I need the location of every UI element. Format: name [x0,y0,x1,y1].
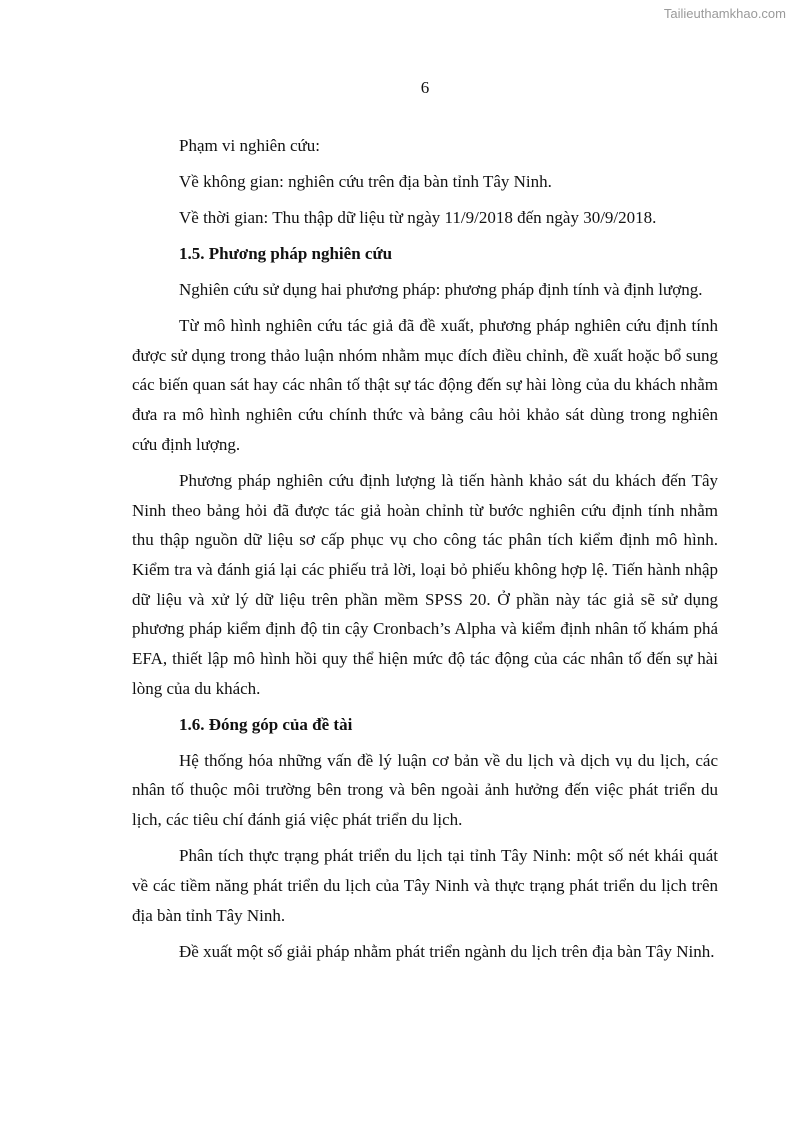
methods-intro-paragraph: Nghiên cứu sử dụng hai phương pháp: phương pháp định tính và định lượng. [179,280,703,299]
scope-heading-text: Phạm vi nghiên cứu: [179,136,320,155]
contribution-paragraph-1: Hệ thống hóa những vấn đề lý luận cơ bản về du lịch và dịch vụ du lịch, các nhân tố thuộc môi trường bên trong và bên ngoài ảnh hưởng đến việc phát triển du lịch, các tiêu chí đánh giá việc phát triển du lịch. [132,750,718,830]
contribution-paragraph-3: Đề xuất một số giải pháp nhằm phát triển ngành du lịch trên địa bàn Tây Ninh. [179,941,715,961]
scope-space-paragraph: Về không gian: nghiên cứu trên địa bàn tỉnh Tây Ninh. [179,172,552,191]
scope-time-paragraph: Về thời gian: Thu thập dữ liệu từ ngày 11/9/2018 đến ngày 30/9/2018. [179,208,657,227]
watermark: Tailieuthamkhao.com [663,6,786,21]
section-heading-contributions: 1.6. Đóng góp của đề tài [179,714,353,734]
contribution-paragraph-2: Phân tích thực trạng phát triển du lịch tại tỉnh Tây Ninh: một số nét khái quát về các tiềm năng phát triển du lịch của Tây Ninh và thực trạng phát triển du lịch trên địa bàn tỉnh Tây Ninh. [132,846,718,925]
document-body [132,131,718,973]
page-number: 6 [420,78,430,97]
quantitative-method-paragraph: Phương pháp nghiên cứu định lượng là tiến hành khảo sát du khách đến Tây Ninh theo bảng hỏi đã được tác giả hoàn chỉnh từ bước nghiên cứu định tính nhằm thu thập nguồn dữ liệu sơ cấp phục vụ cho công tác phân tích kiểm định mô hình. Kiểm tra và đánh giá lại các phiếu trả lời, loại bỏ phiếu không hợp lệ. Tiến hành nhập dữ liệu và xử lý dữ liệu trên phần mềm SPSS 20. Ở phần này tác giả sẽ sử dụng phương pháp kiểm định độ tin cậy Cronbach’s Alpha và kiểm định nhân tố khám phá EFA, thiết lập mô hình hồi quy thể hiện mức độ tác động của các nhân tố đến sự hài lòng của du khách. [132,470,718,698]
qualitative-method-paragraph: Từ mô hình nghiên cứu tác giả đã đề xuất, phương pháp nghiên cứu định tính được sử dụng trong thảo luận nhóm nhằm mục đích điều chỉnh, đề xuất hoặc bổ sung các biến quan sát hay các nhân tố thật sự tác động đến sự hài lòng của du khách nhằm đưa ra mô hình nghiên cứu chính thức và bảng câu hỏi khảo sát dùng trong nghiên cứu định lượng. [132,316,718,454]
section-heading-methods: 1.5. Phương pháp nghiên cứu [179,244,393,263]
